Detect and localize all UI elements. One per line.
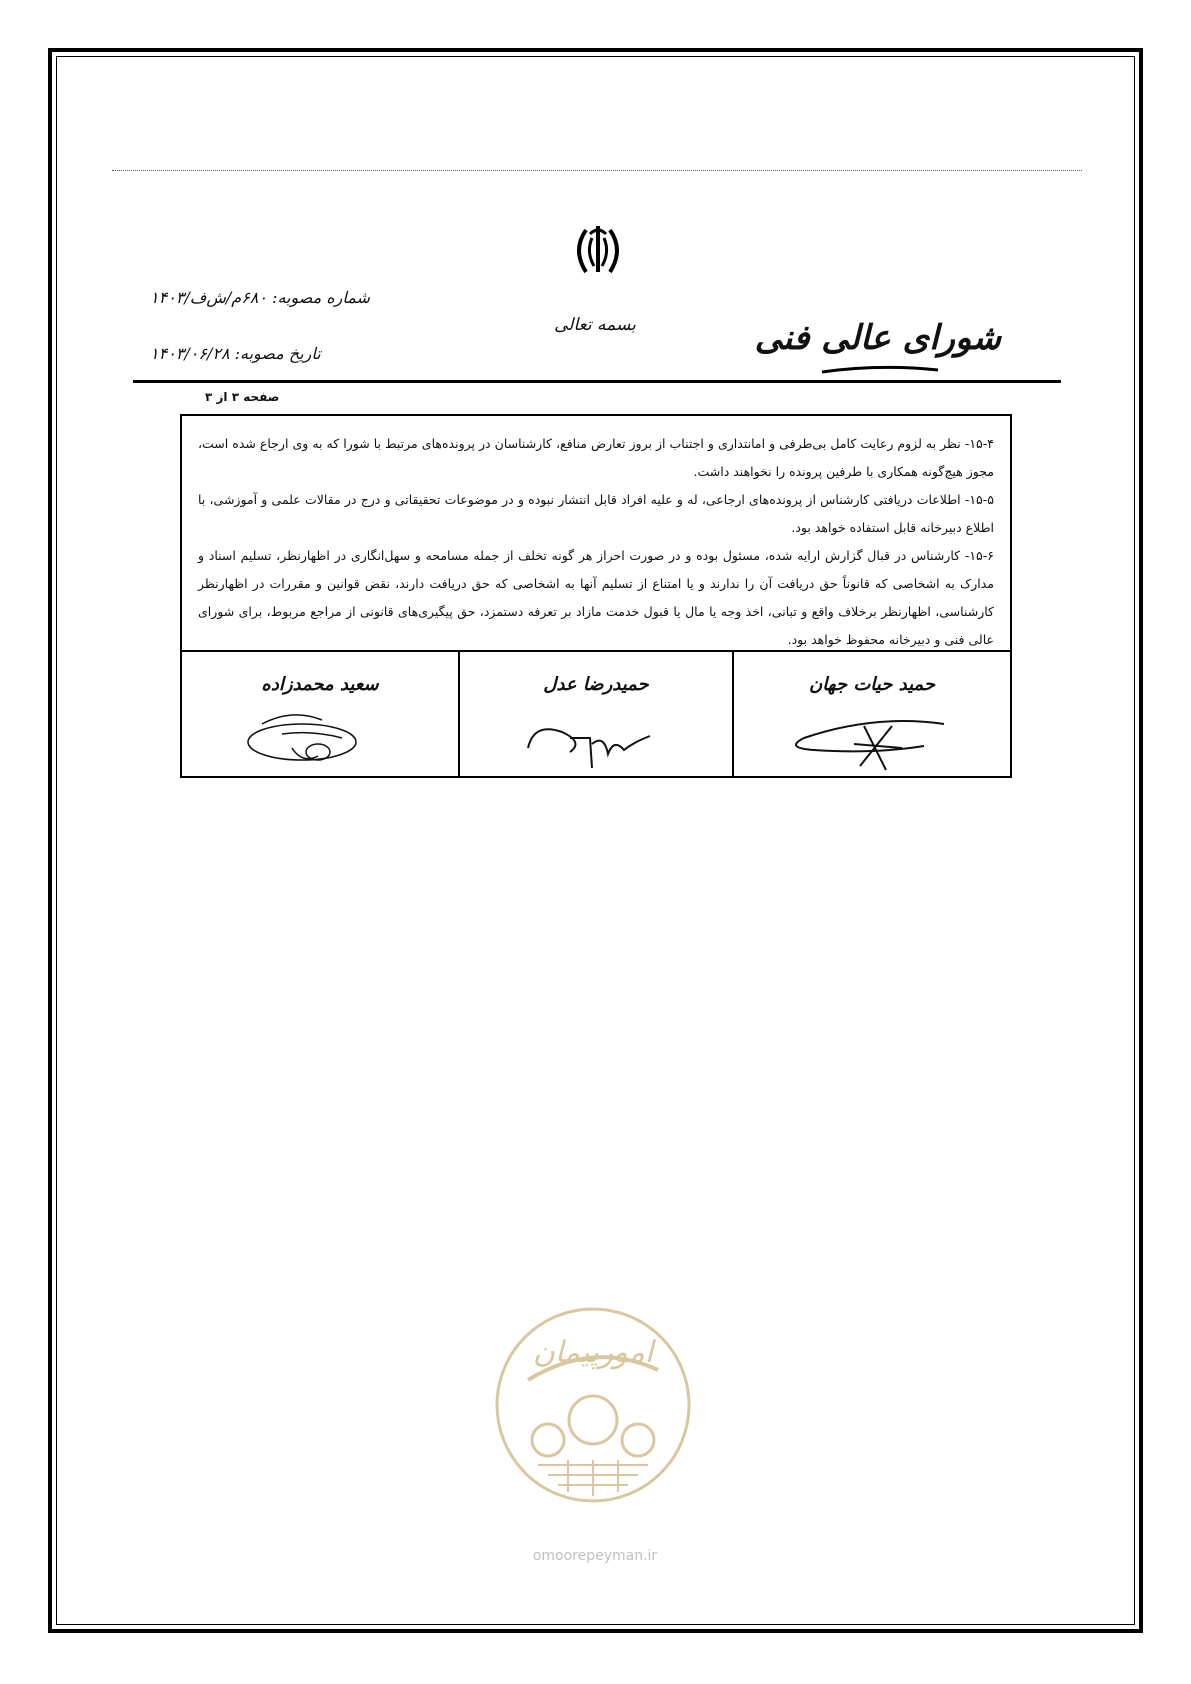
clauses-table	[180, 414, 1012, 778]
top-dotted-rule	[112, 170, 1082, 171]
page-number: صفحه ۳ از ۳	[205, 390, 280, 404]
signature-mark-icon	[222, 704, 412, 774]
approval-date: تاریخ مصوبه: ۱۴۰۳/۰۶/۲۸	[150, 344, 321, 363]
council-name: شورای عالی فنی	[754, 318, 1001, 358]
basmala: بسمه تعالی	[554, 315, 636, 335]
watermark-stamp-text: امورپیمان	[532, 1335, 654, 1370]
watermark-url: omoorepeyman.ir	[532, 1548, 658, 1564]
signatory-name: حمیدرضا عدل	[543, 674, 649, 695]
clauses-cell	[182, 416, 1010, 652]
signature-mark-icon	[500, 704, 690, 774]
iran-emblem-icon	[568, 220, 628, 280]
signature-cell	[458, 652, 734, 776]
council-name-flourish	[820, 362, 940, 376]
watermark-stamp-icon	[488, 1300, 698, 1510]
clause-15-5: ۱۵-۵- اطلاعات دریافتی کارشناس از پرونده‌های ارجاعی، له و علیه افراد قابل انتشار نبوده و در موضوعات تحقیقاتی و درج در مقالات علمی و آموزشی، با اطلاع دبیرخانه قابل استفاده خواهد بود.	[198, 492, 994, 535]
signatures-row	[182, 652, 1010, 776]
clause-15-6: ۱۵-۶- کارشناس در قبال گزارش ارایه شده، مسئول بوده و در صورت احراز هر گونه تخلف از جمله مسامحه و سهل‌انگاری در اظهارنظر، تسلیم اسناد و مدارک به اشخاصی که قانوناً حق دریافت آن را ندارند و یا امتناع از تسلیم آنها به اشخاصی که حق دریافت دارند، نقض قوانین و مقررات در اظهارنظر کارشناسی، اظهارنظر برخلاف واقع و تبانی، اخذ وجه یا مال یا قبول خدمت مازاد بر تعرفه دستمزد، حق پیگیری‌های قانونی از مراجع مربوط، برای شورای عالی فنی و دبیرخانه محفوظ خواهد بود.	[198, 548, 994, 647]
signature-cell	[182, 652, 458, 776]
signatory-name: سعید محمدزاده	[261, 674, 379, 695]
clause-15-4: ۱۵-۴- نظر به لزوم رعایت کامل بی‌طرفی و امانتداری و اجتناب از بروز تعارض منافع، کارشناسان در پرونده‌های مرتبط با شورا که به وی ارجاع شده است، مجوز هیچ‌گونه همکاری با طرفین پرونده را نخواهند داشت.	[198, 436, 994, 479]
signatory-name: حمید حیات جهان	[808, 674, 936, 695]
approval-number: شماره مصوبه: ۶۸۰م/ش‌ف/۱۴۰۳	[150, 288, 370, 307]
signature-cell	[734, 652, 1010, 776]
signature-mark-icon	[774, 704, 964, 774]
header-rule	[133, 380, 1061, 383]
